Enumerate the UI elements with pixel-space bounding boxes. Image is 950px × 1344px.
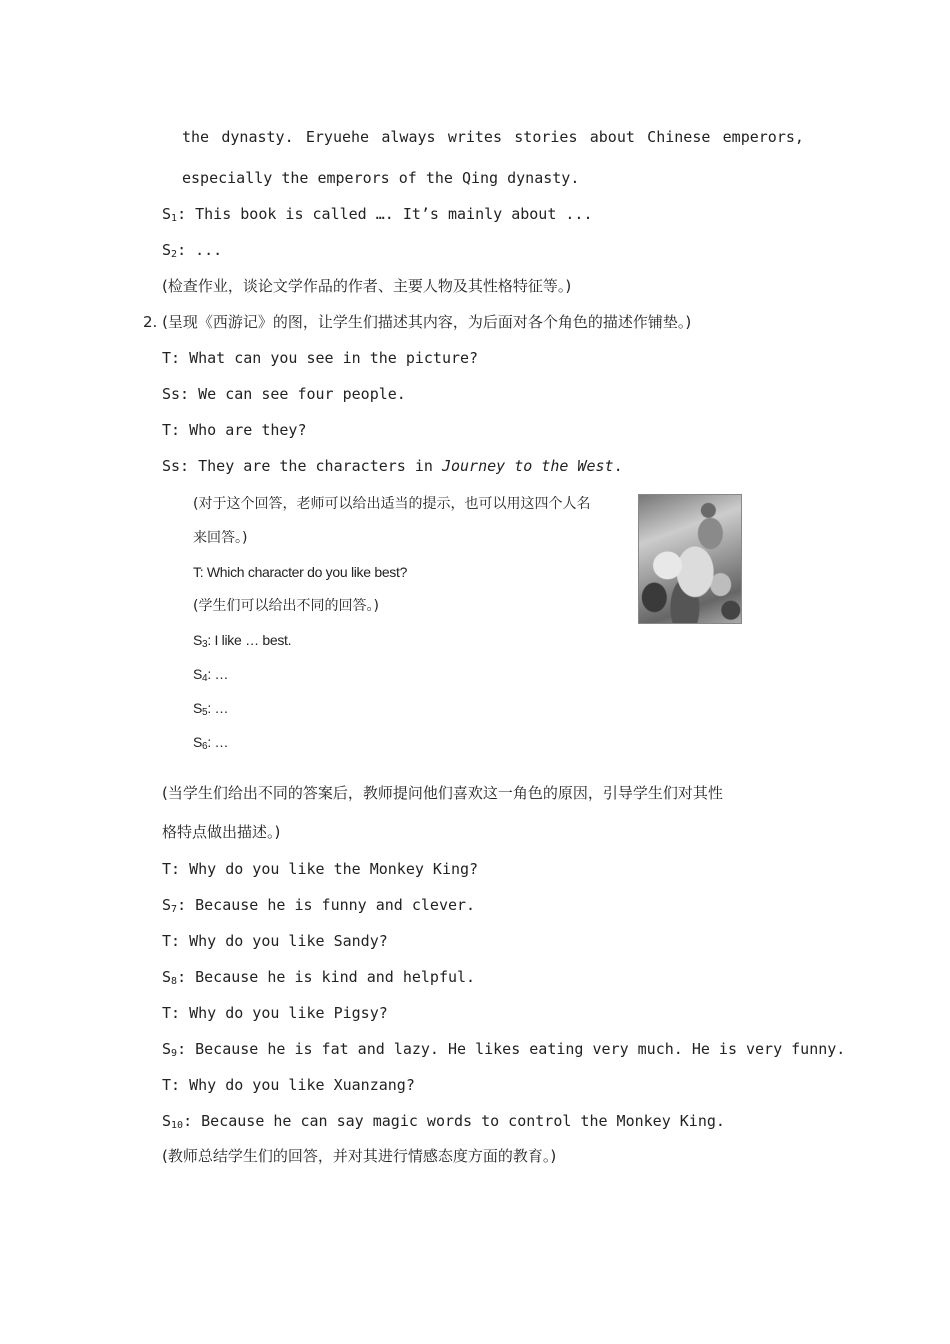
step-2-heading: 2. (呈现《西游记》的图，让学生们描述其内容，为后面对各个角色的描述作铺垫。) [143, 313, 692, 331]
dialogue-s8 [162, 967, 475, 992]
note-check-homework: (检查作业，谈论文学作品的作者、主要人物及其性格特征等。) [162, 277, 572, 295]
word: stories [514, 128, 578, 146]
journey-to-the-west-picture [638, 494, 742, 624]
speaker: S [162, 896, 172, 914]
speaker: S [162, 1040, 172, 1058]
word: dynasty. [221, 128, 294, 146]
speaker-number: 6 [202, 741, 208, 752]
dialogue-t-sandy: T: Why do you like Sandy? [162, 932, 388, 950]
utterance: : This book is called …. It’s mainly about ... [177, 205, 593, 223]
word: emperors, [722, 128, 804, 146]
speaker: S [162, 205, 172, 223]
dialogue-ss-characters [162, 456, 623, 476]
dialogue-s4 [193, 664, 228, 689]
utterance: : I like … best. [207, 632, 292, 648]
word: always [381, 128, 436, 146]
word: Eryuehe [305, 128, 370, 146]
dialogue-s10 [162, 1111, 725, 1136]
utterance: : … [207, 734, 229, 750]
book-title: Journey to the West [441, 457, 614, 475]
dialogue-s3 [193, 630, 291, 655]
dialogue-t-who: T: Who are they? [162, 421, 307, 439]
speaker-number: 5 [202, 707, 208, 718]
word: about [589, 128, 635, 146]
speaker-number: 2 [171, 249, 178, 260]
dialogue-s2 [162, 240, 222, 265]
dialogue-t-which: T: Which character do you like best? [193, 564, 408, 580]
speaker: S [162, 241, 172, 259]
dialogue-s1 [162, 204, 592, 229]
dialogue-s9 [162, 1039, 845, 1064]
note-different-answers: (学生们可以给出不同的回答。) [193, 598, 379, 614]
dialogue-s6 [193, 732, 228, 757]
speaker: S [193, 632, 203, 648]
text-line-dynasty [182, 127, 804, 147]
note-hint: (对于这个回答，老师可以给出适当的提示，也可以用这四个人名 [193, 496, 591, 512]
word: writes [447, 128, 502, 146]
text-line-qing: especially the emperors of the Qing dynasty. [182, 169, 580, 187]
punctuation: . [613, 457, 623, 475]
speaker-number: 4 [202, 673, 208, 684]
speaker-number: 3 [202, 639, 208, 650]
speaker: S [162, 1112, 172, 1130]
speaker: S [193, 700, 203, 716]
note-ask-reason-cont: 格特点做出描述。) [162, 823, 281, 841]
note-summary: (教师总结学生们的回答，并对其进行情感态度方面的教育。) [162, 1147, 557, 1165]
speaker-number: 8 [171, 976, 178, 987]
speaker-number: 1 [171, 213, 178, 224]
dialogue-s7 [162, 895, 475, 920]
utterance: : … [207, 700, 229, 716]
dialogue-t-xuanzang: T: Why do you like Xuanzang? [162, 1076, 415, 1094]
utterance: : ... [177, 241, 223, 259]
speaker-number: 9 [171, 1048, 178, 1059]
speaker-number: 10 [171, 1120, 184, 1131]
note-hint-cont: 来回答。) [193, 530, 248, 546]
dialogue-ss-four-people: Ss: We can see four people. [162, 385, 406, 403]
utterance: : … [207, 666, 229, 682]
dialogue-s5 [193, 698, 228, 723]
word: the [182, 128, 210, 146]
speaker: S [193, 666, 203, 682]
utterance: Ss: They are the characters in [162, 457, 442, 475]
speaker-number: 7 [171, 904, 178, 915]
utterance: : Because he is kind and helpful. [177, 968, 476, 986]
note-ask-reason: (当学生们给出不同的答案后，教师提问他们喜欢这一角色的原因，引导学生们对其性 [162, 784, 723, 802]
speaker: S [193, 734, 203, 750]
dialogue-t-monkey-king: T: Why do you like the Monkey King? [162, 860, 479, 878]
dialogue-t-picture: T: What can you see in the picture? [162, 349, 479, 367]
utterance: : Because he is funny and clever. [177, 896, 476, 914]
utterance: : Because he can say magic words to control the Monkey King. [183, 1112, 725, 1130]
speaker: S [162, 968, 172, 986]
utterance: : Because he is fat and lazy. He likes eating very much. He is very funny. [177, 1040, 846, 1058]
dialogue-t-pigsy: T: Why do you like Pigsy? [162, 1004, 388, 1022]
word: Chinese [647, 128, 711, 146]
